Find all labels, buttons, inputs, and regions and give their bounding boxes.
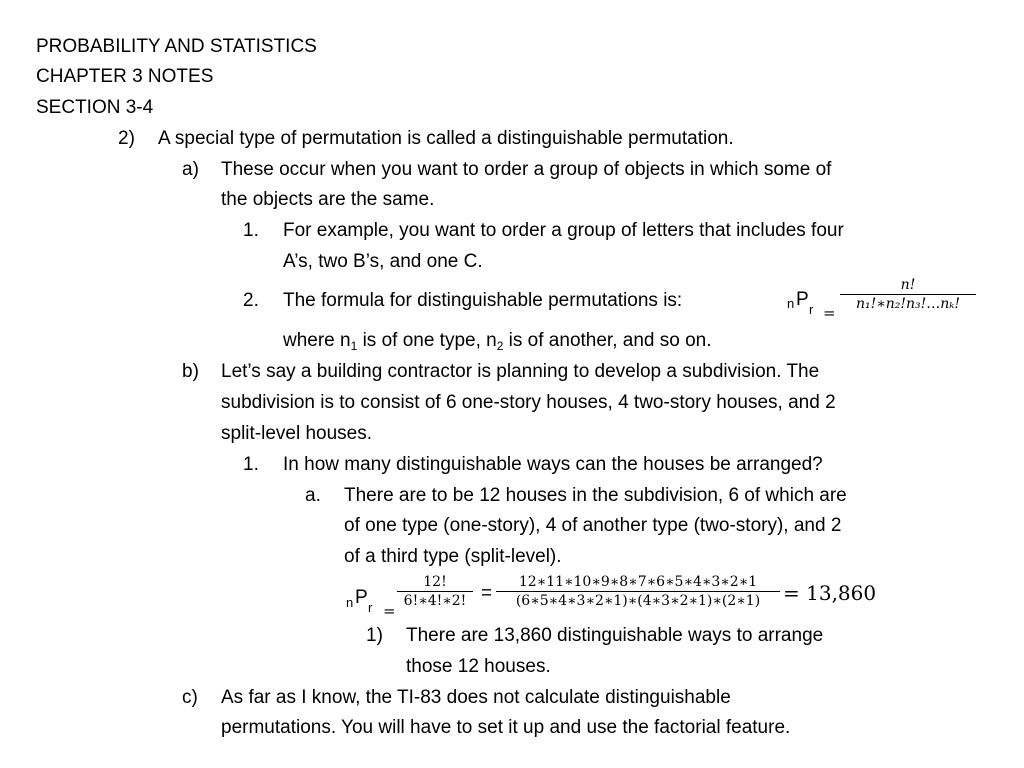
answer-marker: 1) xyxy=(366,625,383,646)
item-b-line3: split-level houses. xyxy=(221,423,373,444)
calc-equals-2: = xyxy=(481,583,493,604)
item-a-sub1-marker: 1. xyxy=(243,220,259,241)
where-part-a: where n xyxy=(283,330,351,351)
item-c-line1: As far as I know, the TI-83 does not calculate distinguishable xyxy=(221,687,731,708)
item-b-line2: subdivision is to consist of 6 one-story houses, 4 two-story houses, and 2 xyxy=(221,392,836,413)
item-a-sub2-text: The formula for distinguishable permutations is: xyxy=(283,290,683,311)
calc-numerator-1: 12! xyxy=(423,574,447,590)
where-part-c: is of another, and so on. xyxy=(503,330,712,351)
where-part-b: is of one type, n xyxy=(357,330,497,351)
item-b-sub1-marker: 1. xyxy=(243,454,259,475)
answer-line2: those 12 houses. xyxy=(406,656,551,677)
calc-equals-1: = xyxy=(383,602,396,620)
formula-n-subscript: n xyxy=(787,296,795,311)
calc-n-subscript: n xyxy=(346,595,354,610)
answer-line1: There are 13,860 distinguishable ways to arrange xyxy=(406,625,824,646)
item-a-marker: a) xyxy=(182,159,199,180)
item-a-sub1-line1: For example, you want to order a group of letters that includes four xyxy=(283,220,844,241)
item-a-sub1-line2: A’s, two B’s, and one C. xyxy=(283,251,483,272)
calc-fraction-1 xyxy=(397,573,473,610)
where-subscript-1: 1 xyxy=(350,339,358,353)
calc-p: P xyxy=(355,587,368,608)
item-b-marker: b) xyxy=(182,361,199,382)
item-c-line2: permutations. You will have to set it up and use the factorial feature. xyxy=(221,717,791,738)
formula-r-subscript: r xyxy=(809,302,814,317)
item-2-text: A special type of permutation is called a distinguishable permutation. xyxy=(158,128,734,149)
calc-denominator-2: (6∗5∗4∗3∗2∗1)∗(4∗3∗2∗1)∗(2∗1) xyxy=(515,593,761,609)
item-b-suba-line2: of one type (one-story), 4 of another type (two-story), and 2 xyxy=(344,515,842,536)
item-b-line1: Let’s say a building contractor is planning to develop a subdivision. The xyxy=(221,361,820,382)
chapter-heading: CHAPTER 3 NOTES xyxy=(36,66,214,87)
item-b-suba-marker: a. xyxy=(305,485,321,506)
item-c-marker: c) xyxy=(182,687,198,708)
calc-result: = 13,860 xyxy=(783,581,877,605)
formula-fraction xyxy=(840,276,976,313)
formula-equals: = xyxy=(823,304,836,322)
calc-numerator-2: 12∗11∗10∗9∗8∗7∗6∗5∗4∗3∗2∗1 xyxy=(518,574,758,590)
item-a-line2: the objects are the same. xyxy=(221,189,435,210)
calc-denominator-1: 6!∗4!∗2! xyxy=(403,593,467,609)
calc-r-subscript: r xyxy=(368,600,373,615)
formula-denominator: n₁!∗n₂!n₃!…nₖ! xyxy=(855,296,961,312)
item-b-sub1-text: In how many distinguishable ways can the houses be arranged? xyxy=(283,454,823,475)
item-2-marker: 2) xyxy=(118,128,135,149)
calc-fraction-2 xyxy=(496,573,780,610)
item-a-line1: These occur when you want to order a group of objects in which some of xyxy=(221,159,832,180)
section-heading: SECTION 3-4 xyxy=(36,97,154,118)
item-b-suba-line3: of a third type (split-level). xyxy=(344,546,562,567)
item-a-sub2-marker: 2. xyxy=(243,290,259,311)
where-subscript-2: 2 xyxy=(496,339,504,353)
formula-numerator: n! xyxy=(900,277,916,293)
item-b-suba-line1: There are to be 12 houses in the subdivision, 6 of which are xyxy=(344,485,847,506)
formula-where-text xyxy=(283,329,712,358)
doc-title: PROBABILITY AND STATISTICS xyxy=(36,36,317,57)
formula-p: P xyxy=(796,289,809,310)
